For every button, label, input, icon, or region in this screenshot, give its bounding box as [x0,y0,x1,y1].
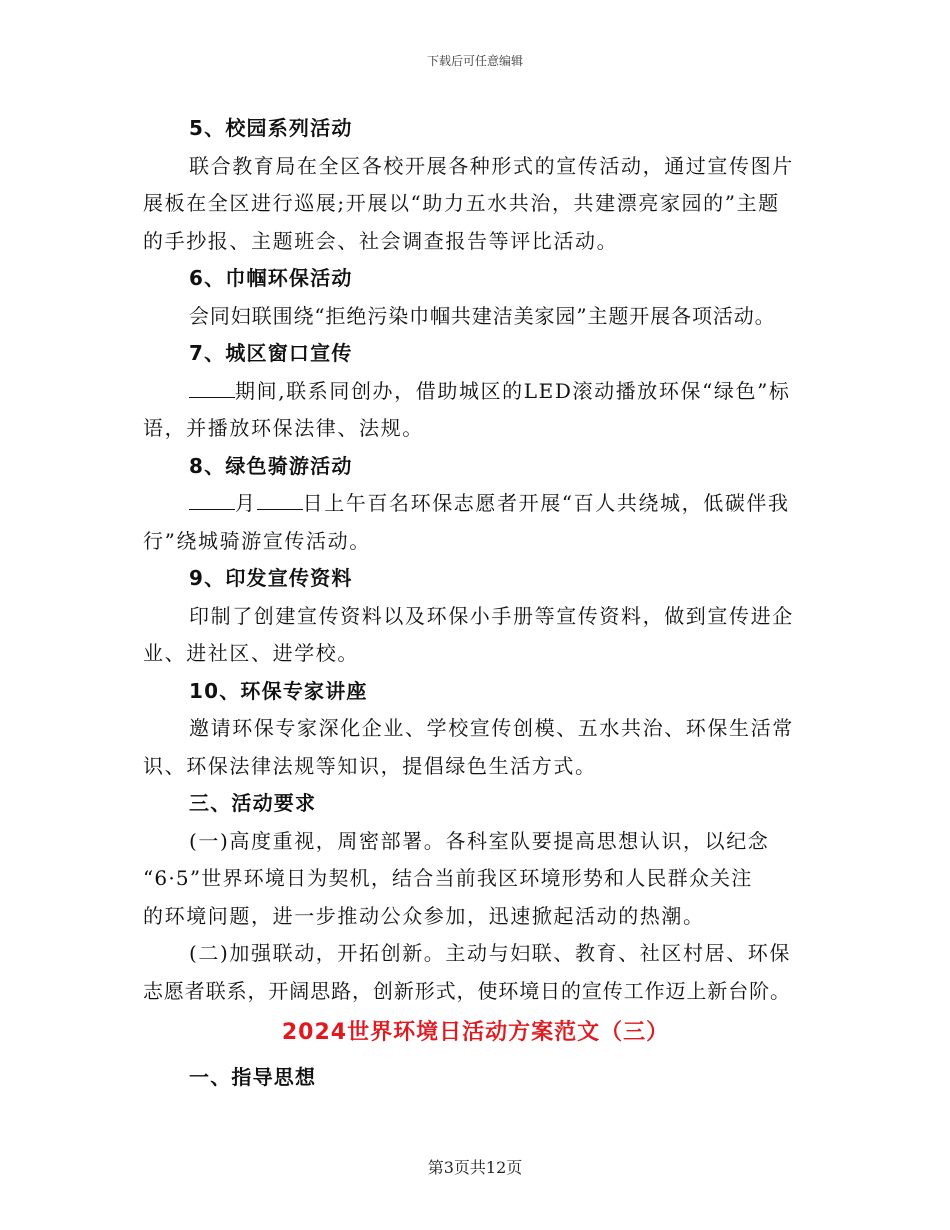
paragraph-line-with-blank [143,485,808,523]
paragraph-line: 识、环保法律法规等知识，提倡绿色生活方式。 [143,753,597,778]
paragraph-line: 邀请环保专家深化企业、学校宣传创模、五水共治、环保生活常 [189,716,794,740]
section-title: 2024世界环境日活动方案范文（三） [281,1020,670,1045]
fill-in-blank [257,491,303,510]
page-header: 下载后可任意编辑 [426,54,523,68]
paragraph-line: 的手抄报、主题班会、社会调查报告等评比活动。 [143,228,619,253]
paragraph-line: (一)高度重视，周密部署。各科室队要提高思想认识，以纪念 [189,828,770,853]
heading-9: 9、印发宣传资料 [189,566,353,590]
paragraph-line: 印制了创建宣传资料以及环保小手册等宣传资料，做到宣传进企 [189,603,794,628]
paragraph-line: 联合教育局在全区各校开展各种形式的宣传活动，通过宣传图片 [189,153,794,178]
heading-guiding-ideology: 一、指导思想 [189,1065,317,1089]
paragraph-line: 行”绕城骑游宣传活动。 [143,528,371,553]
paragraph-line: 的环境问题，进一步推动公众参加，迅速掀起活动的热潮。 [143,903,705,928]
paragraph-text: 日上午百名环保志愿者开展“百人共绕城，低碳伴我 [302,491,790,515]
heading-10: 10、环保专家讲座 [189,678,368,703]
paragraph-text: 期间,联系同创办，借助城区的LED滚动播放环保“绿色”标 [235,378,791,403]
paragraph-line: 业、进社区、进学校。 [143,641,359,665]
fill-in-blank [189,491,235,510]
fill-in-blank [189,379,235,398]
paragraph-line: 语，并播放环保法律、法规。 [143,416,424,440]
paragraph-line: “6·5”世界环境日为契机，结合当前我区环境形势和人民群众关注 [143,866,753,890]
heading-6: 6、巾帼环保活动 [189,266,353,290]
heading-requirements: 三、活动要求 [189,791,317,815]
paragraph-line-with-blank [143,373,808,411]
heading-7: 7、城区窗口宣传 [189,341,353,365]
page-footer: 第3页共12页 [427,1158,523,1177]
paragraph-line: 会同妇联围绕“拒绝污染巾帼共建洁美家园”主题开展各项活动。 [189,303,776,328]
heading-8: 8、绿色骑游活动 [189,453,353,478]
paragraph-line: (二)加强联动，开拓创新。主动与妇联、教育、社区村居、环保 [189,941,792,965]
paragraph-line: 展板在全区进行巡展;开展以“助力五水共治，共建漂亮家园的”主题 [143,191,780,215]
document-body [143,110,808,1097]
paragraph-text: 月 [235,491,257,515]
heading-5: 5、校园系列活动 [189,116,353,140]
paragraph-line: 志愿者联系，开阔思路，创新形式，使环境日的宣传工作迈上新台阶。 [143,978,791,1003]
